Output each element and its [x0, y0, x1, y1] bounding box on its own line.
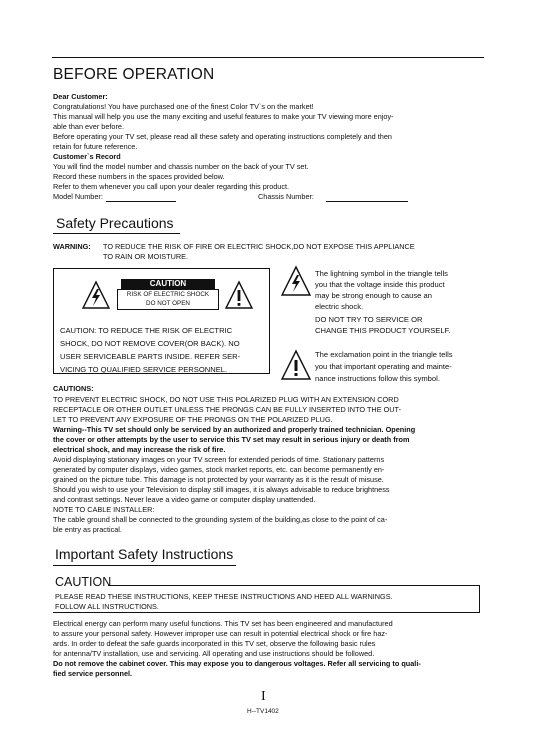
record-heading: Customer`s Record — [53, 152, 121, 161]
caution-sub: RISK OF ELECTRIC SHOCK — [126, 291, 210, 298]
model-number-blank — [106, 201, 176, 202]
intro-line: Congratulations! You have purchased one of the finest Color TV`s on the market! — [53, 102, 314, 111]
exclamation-triangle-icon — [225, 281, 253, 309]
important-body-line: to assure your personal safety. However improper use can result in potential electrical shock or fire haz- — [53, 629, 388, 638]
exclamation-triangle-icon — [281, 350, 311, 380]
lightning-triangle-icon — [281, 266, 311, 296]
important-body-line: Electrical energy can perform many useful functions. This TV set has been engineered and manufactured — [53, 619, 393, 628]
service-warning-line: the cover or other attempts by the user to service this TV set may result in serious injury or death from — [53, 435, 410, 444]
caution-text-line: USER SERVICEABLE PARTS INSIDE. REFER SER- — [60, 352, 241, 361]
lightning-text-line: you that the voltage inside this product — [315, 280, 445, 289]
warning-label: WARNING: — [53, 242, 91, 251]
page-title: BEFORE OPERATION — [53, 66, 215, 83]
lightning-text-line: CHANGE THIS PRODUCT YOURSELF. — [315, 326, 451, 335]
lightning-text-line: DO NOT TRY TO SERVICE OR — [315, 315, 423, 324]
lightning-text-line: electric shock. — [315, 302, 364, 311]
stationary-line: grained on the picture tube. This damage is not protected by your warranty as it is the result of misuse. — [53, 475, 384, 484]
caution-heading: CAUTION — [55, 575, 112, 589]
record-line: Refer to them whenever you call upon your dealer regarding this product. — [53, 182, 290, 191]
lightning-triangle-icon — [82, 281, 110, 309]
caution-label: CAUTION — [121, 279, 215, 289]
intro-line: Before operating your TV set, please read all these safety and operating instructions completely and then — [53, 132, 392, 141]
cautions-line: RECEPTACLE OR OTHER OUTLET UNLESS THE PRONGS CAN BE FULLY INSERTED INTO THE OUT- — [53, 405, 402, 414]
caution-text-line: CAUTION: TO REDUCE THE RISK OF ELECTRIC — [60, 326, 233, 335]
intro-line: able than ever before. — [53, 122, 124, 131]
important-body-line: ards. In order to defeat the safe guards incorporated in this TV set, observe the following basic rules — [53, 639, 376, 648]
document-code: H--TV1402 — [247, 708, 279, 715]
stationary-line: Should you wish to use your Television to display still images, it is always advisable to reduce brightness — [53, 485, 390, 494]
stationary-line: and contrast settings. Never leave a video game or computer display unattended. — [53, 495, 316, 504]
important-bold-line: Do not remove the cabinet cover. This may expose you to dangerous voltages. Refer all servicing to quali- — [53, 659, 421, 668]
important-body-line: for antenna/TV installation, use and servicing. All operating and use instructions should be followed. — [53, 649, 375, 658]
important-heading-rule — [53, 565, 236, 566]
model-number-label: Model Number: — [53, 192, 103, 201]
important-heading: Important Safety Instructions — [55, 546, 234, 562]
stationary-line: Avoid displaying stationary images on your TV screen for extended periods of time. Stationary patterns — [53, 455, 385, 464]
installer-line: The cable ground shall be connected to the grounding system of the building,as close to the point of ca- — [53, 515, 388, 524]
safety-heading-rule — [53, 233, 180, 234]
greeting: Dear Customer: — [53, 92, 108, 101]
cautions-heading: CAUTIONS: — [53, 384, 94, 393]
lightning-text-line: The lightning symbol in the triangle tells — [315, 269, 448, 278]
caution-text-line: VICING TO QUALIFIED SERVICE PERSONNEL. — [60, 365, 228, 374]
installer-heading: NOTE TO CABLE INSTALLER: — [53, 505, 155, 514]
record-line: Record these numbers in the spaces provided below. — [53, 172, 225, 181]
chassis-number-blank — [326, 201, 408, 202]
exclamation-text-line: you that important operating and mainte- — [315, 362, 452, 371]
record-line: You will find the model number and chassis number on the back of your TV set. — [53, 162, 309, 171]
important-bold-line: fied service personnel. — [53, 669, 133, 678]
cautions-line: LET TO PREVENT ANY EXPOSURE OF THE PRONGS ON THE POLARIZED PLUG. — [53, 415, 333, 424]
exclamation-text-line: nance instructions follow this symbol. — [315, 374, 440, 383]
service-warning-line: electrical shock, and may increase the risk of fire. — [53, 445, 226, 454]
installer-line: ble entry as practical. — [53, 525, 122, 534]
page-number: I — [261, 689, 266, 704]
stationary-line: generated by computer displays, video games, stock market reports, etc. can become permanently en- — [53, 465, 385, 474]
caution-text-line: SHOCK, DO NOT REMOVE COVER(OR BACK). NO — [60, 339, 240, 348]
chassis-number-label: Chassis Number: — [258, 192, 314, 201]
service-warning-line: Warning--This TV set should only be serviced by an authorized and properly trained technician. Opening — [53, 425, 416, 434]
safety-heading: Safety Precautions — [56, 215, 174, 231]
exclamation-text-line: The exclamation point in the triangle tells — [315, 350, 453, 359]
warning-line: TO REDUCE THE RISK OF FIRE OR ELECTRIC SHOCK,DO NOT EXPOSE THIS APPLIANCE — [103, 242, 415, 251]
caution-instructions-line: PLEASE READ THESE INSTRUCTIONS, KEEP THESE INSTRUCTIONS AND HEED ALL WARNINGS. — [55, 592, 393, 601]
lightning-text-line: may be strong enough to cause an — [315, 291, 432, 300]
top-rule — [52, 57, 484, 58]
intro-line: retain for future reference. — [53, 142, 138, 151]
warning-line: TO RAIN OR MOISTURE. — [103, 252, 189, 261]
caution-instructions-line: FOLLOW ALL INSTRUCTIONS. — [55, 602, 159, 611]
caution-sub: DO NOT OPEN — [146, 300, 190, 307]
cautions-line: TO PREVENT ELECTRIC SHOCK, DO NOT USE THIS POLARIZED PLUG WITH AN EXTENSION CORD — [53, 395, 399, 404]
intro-line: This manual will help you use the many exciting and useful features to make your TV viewing more enjoy- — [53, 112, 394, 121]
